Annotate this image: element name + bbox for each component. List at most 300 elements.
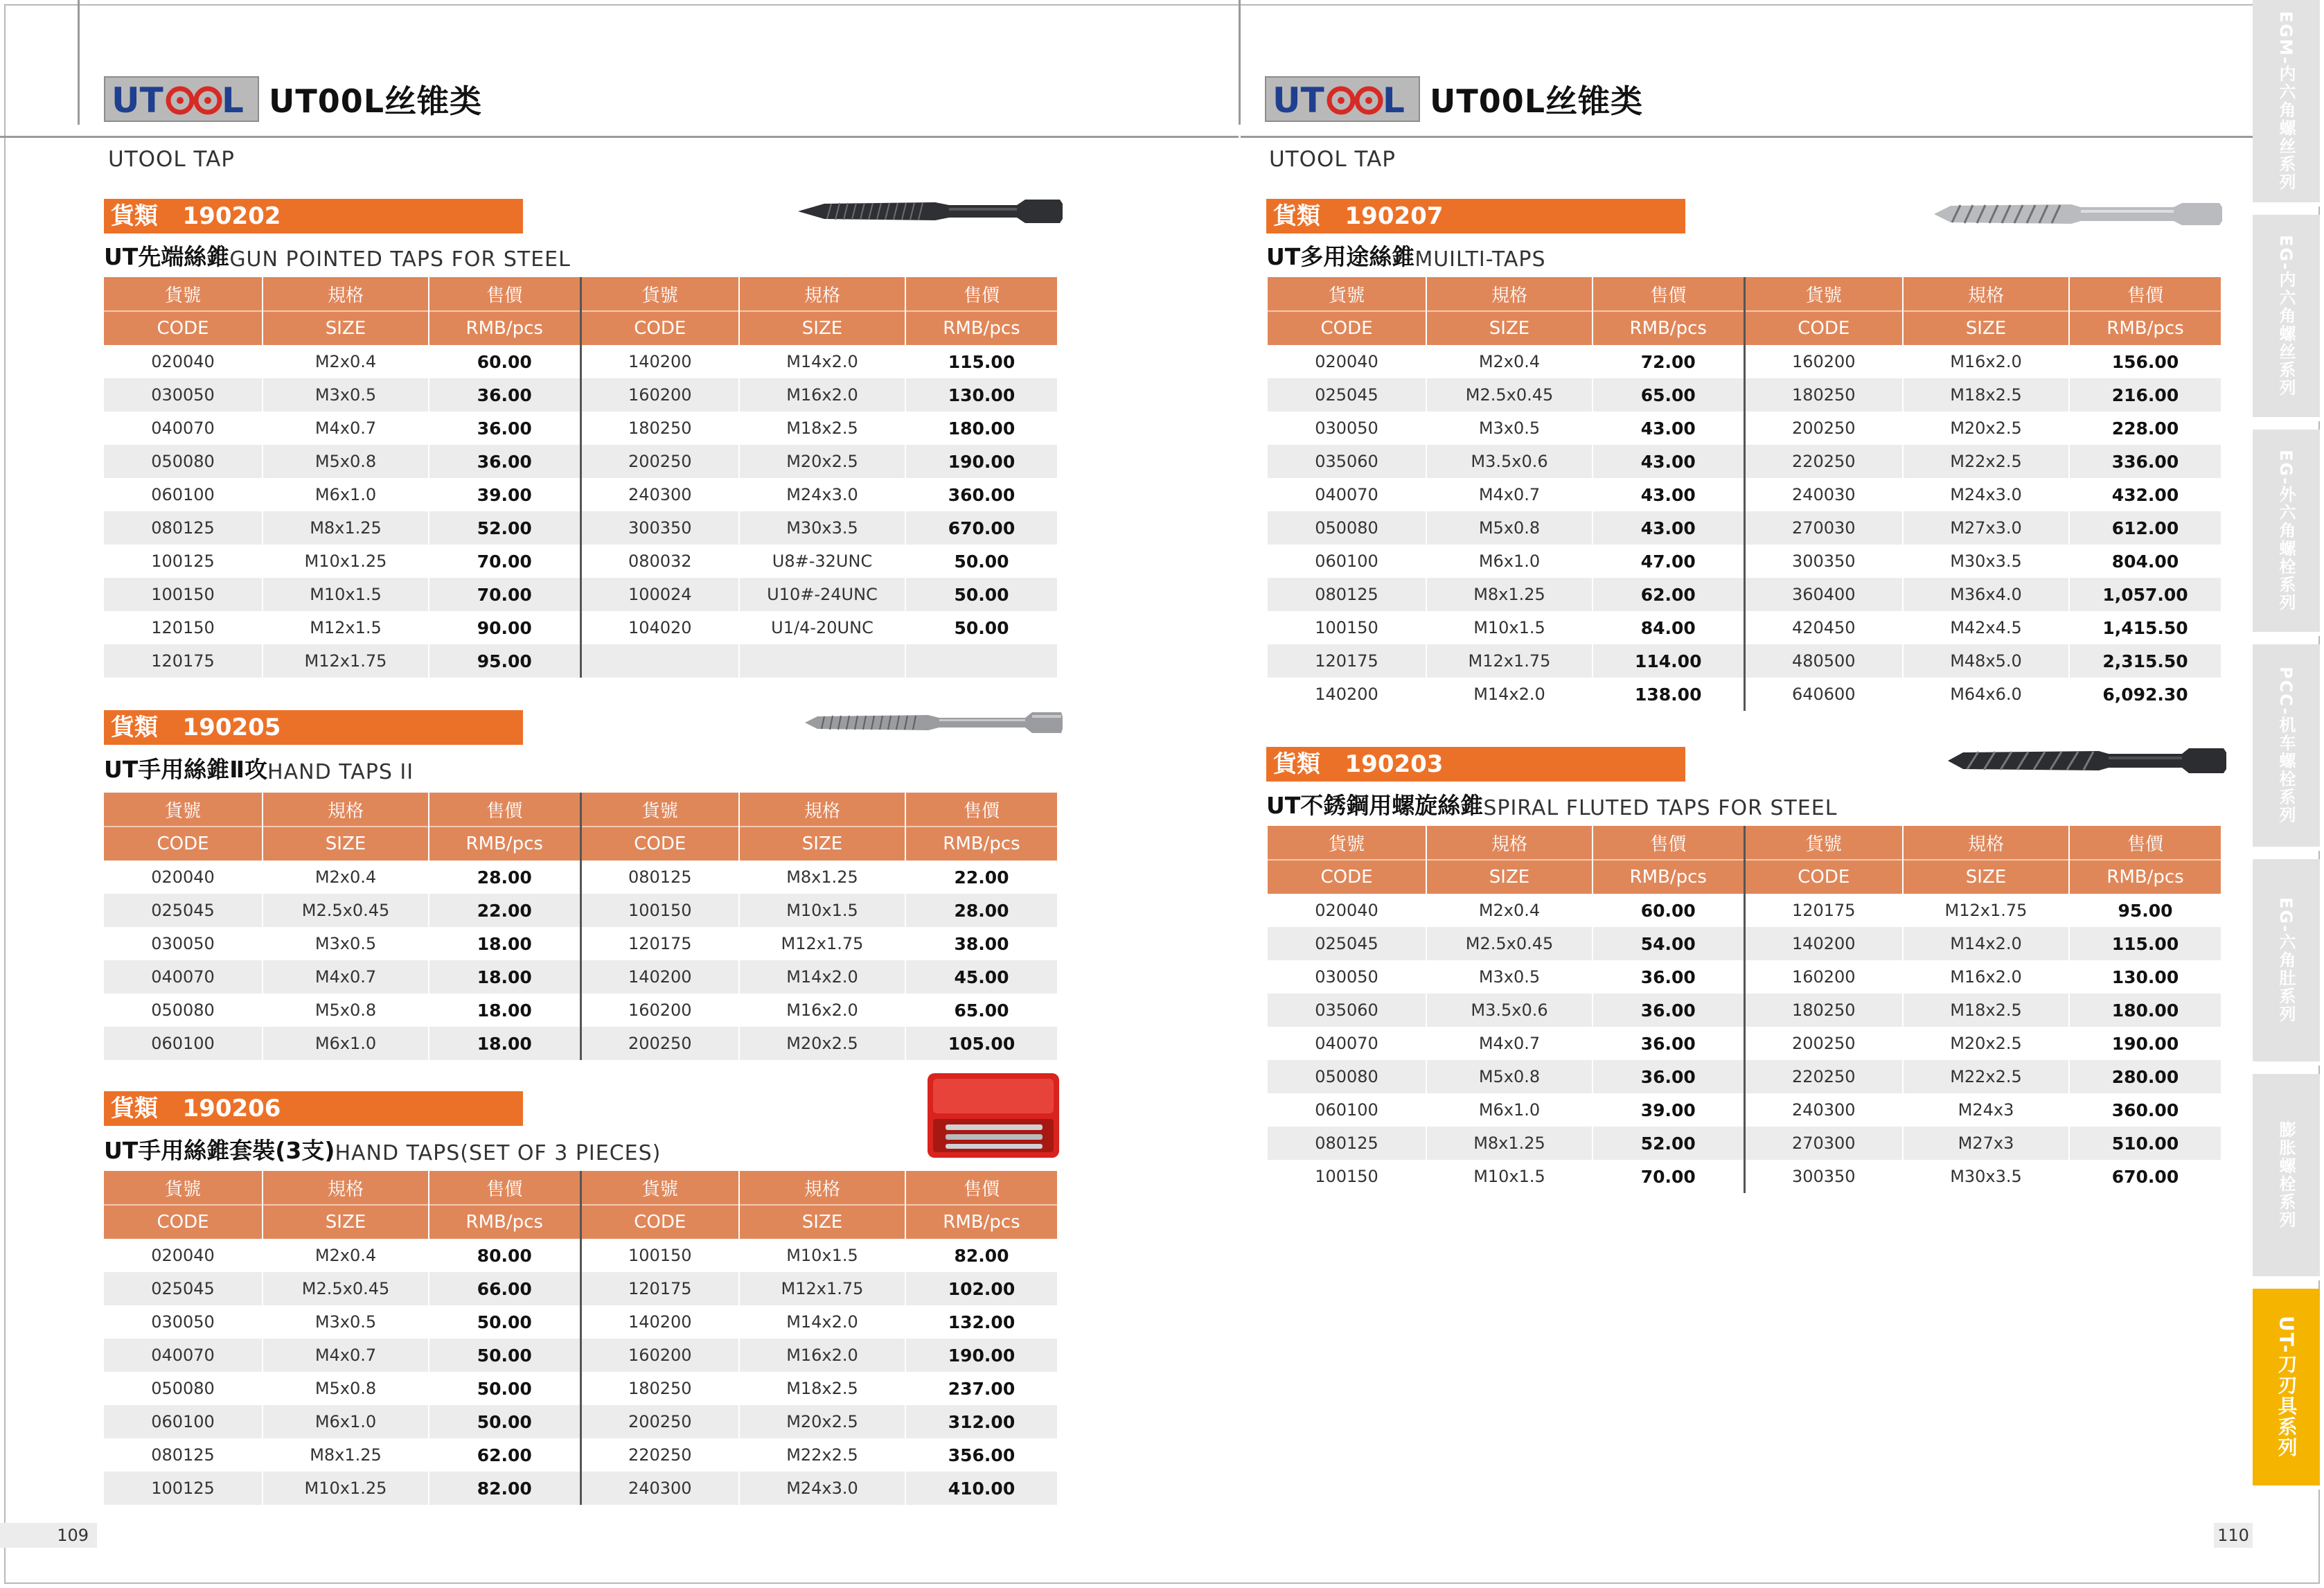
size-cell: M16x2.0 [739, 1339, 905, 1372]
code-cell: 040070 [104, 960, 263, 994]
size-cell: M22x2.5 [1903, 445, 2069, 478]
size-cell: M20x2.5 [739, 1405, 905, 1438]
size-cell: M14x2.0 [1426, 678, 1593, 711]
price-cell: 65.00 [1593, 378, 1744, 412]
col-header-code-en: CODE [1744, 311, 1903, 345]
svg-text:UT: UT [112, 80, 163, 118]
price-cell: 38.00 [905, 927, 1058, 960]
size-cell: M24x3.0 [1903, 478, 2069, 511]
code-cell: 020040 [1268, 345, 1426, 378]
price-cell: 114.00 [1593, 644, 1744, 678]
code-cell: 100024 [580, 578, 739, 611]
size-cell: U10#-24UNC [739, 578, 905, 611]
table-row [104, 1239, 1058, 1272]
code-cell: 180250 [580, 412, 739, 445]
price-cell: 36.00 [1593, 994, 1744, 1027]
header-divider-left [78, 0, 80, 125]
size-cell: M18x2.5 [1903, 994, 2069, 1027]
price-cell: 130.00 [2069, 960, 2221, 994]
side-tab-label: EG-外六角螺栓系列 [2276, 449, 2296, 612]
price-cell: 138.00 [1593, 678, 1744, 711]
brand-header-right [1265, 76, 1643, 122]
price-cell: 50.00 [429, 1372, 580, 1405]
code-cell: 030050 [104, 927, 263, 960]
price-cell: 115.00 [2069, 927, 2221, 960]
code-cell: 080032 [580, 545, 739, 578]
price-cell: 237.00 [905, 1372, 1058, 1405]
section-title-cn: UT手用絲錐套裝(3支) [104, 1137, 335, 1164]
section-title-190203 [1266, 790, 1837, 820]
price-cell: 280.00 [2069, 1060, 2221, 1093]
price-cell: 36.00 [429, 412, 580, 445]
side-tabs [2253, 0, 2320, 1588]
size-cell: M6x1.0 [1426, 545, 1593, 578]
code-cell: 180250 [580, 1372, 739, 1405]
price-cell: 410.00 [905, 1472, 1058, 1505]
side-tab-ut-tools[interactable] [2253, 1289, 2320, 1490]
page-number-left: 109 [0, 1523, 97, 1548]
size-cell: M3x0.5 [1426, 960, 1593, 994]
side-tab-expansion-bolt[interactable] [2253, 1074, 2320, 1280]
table-row [1268, 1027, 2221, 1060]
size-cell: M2.5x0.45 [1426, 378, 1593, 412]
size-cell: M14x2.0 [739, 345, 905, 378]
col-header-code-en: CODE [580, 311, 739, 345]
col-header-code-cn: 貨號 [104, 277, 263, 311]
code-cell: 100150 [1268, 1160, 1426, 1193]
size-cell: M12x1.75 [263, 644, 429, 678]
side-tab-egm[interactable] [2253, 0, 2320, 206]
table-row [1268, 378, 2221, 412]
col-header-code-en: CODE [580, 827, 739, 861]
size-cell: M2.5x0.45 [263, 1272, 429, 1305]
col-header-price-en: RMB/pcs [905, 1205, 1058, 1239]
col-header-size-en: SIZE [1426, 860, 1593, 894]
table-row [104, 1339, 1058, 1372]
code-cell: 050080 [1268, 511, 1426, 545]
col-header-price-en: RMB/pcs [429, 311, 580, 345]
price-cell: 50.00 [429, 1305, 580, 1339]
size-cell: M14x2.0 [739, 960, 905, 994]
size-cell: M10x1.25 [263, 1472, 429, 1505]
size-cell: M10x1.5 [1426, 611, 1593, 644]
col-header-price-cn: 售價 [1593, 826, 1744, 860]
col-header-price-cn: 售價 [2069, 277, 2221, 311]
col-header-code-cn: 貨號 [1744, 826, 1903, 860]
size-cell: M20x2.5 [1903, 412, 2069, 445]
price-cell: 45.00 [905, 960, 1058, 994]
table-row [104, 960, 1058, 994]
header-rule-right [1241, 136, 2253, 138]
price-table-190202 [104, 277, 1058, 678]
size-cell: M16x2.0 [1903, 960, 2069, 994]
table-row [104, 1438, 1058, 1472]
table-row [104, 927, 1058, 960]
size-cell: M5x0.8 [263, 445, 429, 478]
size-cell: M30x3.5 [1903, 1160, 2069, 1193]
price-cell: 132.00 [905, 1305, 1058, 1339]
col-header-price-cn: 售價 [2069, 826, 2221, 860]
code-cell: 020040 [1268, 894, 1426, 927]
col-header-size-en: SIZE [1426, 311, 1593, 345]
size-cell: M2.5x0.45 [263, 894, 429, 927]
size-cell [739, 644, 905, 678]
code-cell: 160200 [1744, 960, 1903, 994]
size-cell: M42x4.5 [1903, 611, 2069, 644]
price-cell: 43.00 [1593, 511, 1744, 545]
side-tab-eg-hex-socket[interactable] [2253, 215, 2320, 421]
code-cell: 060100 [104, 1405, 263, 1438]
side-tab-label: EGM-内六角螺丝系列 [2276, 11, 2296, 191]
size-cell: M30x3.5 [1903, 545, 2069, 578]
price-cell: 60.00 [1593, 894, 1744, 927]
col-header-size-cn: 規格 [739, 793, 905, 827]
page-gutter [1239, 0, 1241, 125]
hand-tap-image [804, 707, 1063, 739]
col-header-code-cn: 貨號 [580, 277, 739, 311]
price-cell: 80.00 [429, 1239, 580, 1272]
side-tab-eg-hex-nut[interactable] [2253, 859, 2320, 1066]
table-row [1268, 1160, 2221, 1193]
size-cell: M14x2.0 [739, 1305, 905, 1339]
size-cell: M2.5x0.45 [1426, 927, 1593, 960]
price-cell: 312.00 [905, 1405, 1058, 1438]
code-cell: 120175 [104, 644, 263, 678]
section-title-cn: UT手用絲錐Ⅱ攻 [104, 756, 268, 783]
price-cell: 190.00 [2069, 1027, 2221, 1060]
size-cell: M8x1.25 [1426, 578, 1593, 611]
code-cell: 140200 [1744, 927, 1903, 960]
table-row [104, 611, 1058, 644]
utool-logo-icon [109, 80, 254, 118]
code-cell: 025045 [1268, 927, 1426, 960]
table-row [1268, 412, 2221, 445]
code-cell: 220250 [1744, 445, 1903, 478]
code-cell: 140200 [580, 1305, 739, 1339]
size-cell: M3.5x0.6 [1426, 445, 1593, 478]
size-cell: M18x2.5 [739, 412, 905, 445]
price-cell: 190.00 [905, 445, 1058, 478]
size-cell: U1/4-20UNC [739, 611, 905, 644]
size-cell: M12x1.5 [263, 611, 429, 644]
category-bar-190206: 貨類 190206 [104, 1091, 523, 1126]
price-cell: 50.00 [905, 611, 1058, 644]
code-cell: 180250 [1744, 994, 1903, 1027]
col-header-code-cn: 貨號 [104, 1171, 263, 1205]
price-cell: 804.00 [2069, 545, 2221, 578]
col-header-code-cn: 貨號 [1268, 277, 1426, 311]
price-cell: 670.00 [905, 511, 1058, 545]
price-cell: 130.00 [905, 378, 1058, 412]
price-cell: 60.00 [429, 345, 580, 378]
table-row [104, 1027, 1058, 1060]
price-cell: 18.00 [429, 1027, 580, 1060]
size-cell: M4x0.7 [263, 960, 429, 994]
col-header-price-en: RMB/pcs [905, 827, 1058, 861]
size-cell: M10x1.25 [263, 545, 429, 578]
size-cell: M4x0.7 [263, 412, 429, 445]
code-cell: 100150 [104, 578, 263, 611]
price-cell: 156.00 [2069, 345, 2221, 378]
price-cell: 72.00 [1593, 345, 1744, 378]
section-title-cn: UT先端絲錐 [104, 243, 230, 270]
gun-pointed-tap-image [797, 194, 1063, 229]
size-cell: M2x0.4 [1426, 894, 1593, 927]
code-cell: 360400 [1744, 578, 1903, 611]
table-row [1268, 545, 2221, 578]
table-row [104, 478, 1058, 511]
price-cell: 52.00 [429, 511, 580, 545]
table-row [104, 861, 1058, 894]
side-tab-label: UT-刀刃具系列 [2275, 1316, 2298, 1458]
section-title-en: HAND TAPS(SET OF 3 PIECES) [335, 1141, 662, 1165]
price-cell: 36.00 [1593, 1027, 1744, 1060]
price-cell: 70.00 [429, 578, 580, 611]
size-cell: M8x1.25 [263, 511, 429, 545]
code-cell: 030050 [1268, 960, 1426, 994]
size-cell: M30x3.5 [739, 511, 905, 545]
code-cell: 140200 [580, 960, 739, 994]
price-cell [905, 644, 1058, 678]
code-cell: 050080 [104, 445, 263, 478]
col-header-size-en: SIZE [1903, 860, 2069, 894]
table-row [104, 1272, 1058, 1305]
price-cell: 95.00 [429, 644, 580, 678]
col-header-code-cn: 貨號 [104, 793, 263, 827]
table-row [104, 511, 1058, 545]
code-cell: 100150 [1268, 611, 1426, 644]
price-cell: 180.00 [905, 412, 1058, 445]
price-cell: 39.00 [1593, 1093, 1744, 1127]
table-row [104, 1472, 1058, 1505]
size-cell: M2x0.4 [263, 1239, 429, 1272]
col-header-code-cn: 貨號 [580, 1171, 739, 1205]
brand-title: UT00L丝锥类 [269, 82, 483, 120]
brand-title: UT00L丝锥类 [1430, 82, 1644, 120]
col-header-size-cn: 規格 [739, 1171, 905, 1205]
size-cell: M4x0.7 [1426, 478, 1593, 511]
code-cell: 025045 [104, 894, 263, 927]
price-cell: 22.00 [905, 861, 1058, 894]
code-cell: 035060 [1268, 994, 1426, 1027]
col-header-price-en: RMB/pcs [1593, 311, 1744, 345]
table-row [104, 345, 1058, 378]
size-cell: M8x1.25 [739, 861, 905, 894]
code-cell: 240300 [1744, 1093, 1903, 1127]
size-cell: M3x0.5 [263, 378, 429, 412]
price-cell: 84.00 [1593, 611, 1744, 644]
size-cell: M4x0.7 [263, 1339, 429, 1372]
code-cell: 270300 [1744, 1127, 1903, 1160]
code-cell: 140200 [1268, 678, 1426, 711]
code-cell: 050080 [1268, 1060, 1426, 1093]
size-cell: M27x3 [1903, 1127, 2069, 1160]
size-cell: M10x1.5 [739, 894, 905, 927]
size-cell: M3x0.5 [263, 1305, 429, 1339]
code-cell: 120150 [104, 611, 263, 644]
col-header-price-en: RMB/pcs [2069, 311, 2221, 345]
size-cell: M24x3.0 [739, 478, 905, 511]
col-header-price-cn: 售價 [429, 1171, 580, 1205]
category-bar-190205: 貨類 190205 [104, 710, 523, 745]
code-cell: 080125 [1268, 1127, 1426, 1160]
size-cell: M24x3 [1903, 1093, 2069, 1127]
price-table-190205 [104, 793, 1058, 1060]
size-cell: M12x1.75 [1426, 644, 1593, 678]
multi-tap-image [1933, 196, 2224, 232]
col-header-size-en: SIZE [1903, 311, 2069, 345]
code-cell: 240300 [580, 478, 739, 511]
price-cell: 65.00 [905, 994, 1058, 1027]
table-row [1268, 1093, 2221, 1127]
col-header-price-en: RMB/pcs [2069, 860, 2221, 894]
price-cell: 1,057.00 [2069, 578, 2221, 611]
price-cell: 356.00 [905, 1438, 1058, 1472]
size-cell: M2x0.4 [1426, 345, 1593, 378]
table-row [104, 412, 1058, 445]
table-row [104, 378, 1058, 412]
code-cell: 140200 [580, 345, 739, 378]
code-cell: 080125 [104, 1438, 263, 1472]
svg-text:L: L [1383, 80, 1405, 118]
price-cell: 47.00 [1593, 545, 1744, 578]
code-cell: 220250 [580, 1438, 739, 1472]
col-header-size-en: SIZE [739, 827, 905, 861]
side-tab-pcc[interactable] [2253, 644, 2320, 851]
table-row [1268, 578, 2221, 611]
size-cell: M3x0.5 [263, 927, 429, 960]
size-cell: M3.5x0.6 [1426, 994, 1593, 1027]
size-cell: M20x2.5 [739, 1027, 905, 1060]
code-cell: 240300 [580, 1472, 739, 1505]
size-cell: M36x4.0 [1903, 578, 2069, 611]
header-rule-left [0, 136, 1239, 138]
code-cell: 040070 [1268, 1027, 1426, 1060]
col-header-size-en: SIZE [263, 1205, 429, 1239]
price-cell: 360.00 [2069, 1093, 2221, 1127]
code-cell: 040070 [1268, 478, 1426, 511]
price-cell: 360.00 [905, 478, 1058, 511]
table-row [1268, 1127, 2221, 1160]
price-cell: 36.00 [1593, 960, 1744, 994]
size-cell: M24x3.0 [739, 1472, 905, 1505]
code-cell: 080125 [580, 861, 739, 894]
price-cell: 90.00 [429, 611, 580, 644]
size-cell: M12x1.75 [1903, 894, 2069, 927]
code-cell: 640600 [1744, 678, 1903, 711]
price-cell: 2,315.50 [2069, 644, 2221, 678]
col-header-code-en: CODE [1268, 860, 1426, 894]
section-title-190207 [1266, 241, 1545, 272]
price-cell: 70.00 [1593, 1160, 1744, 1193]
col-header-price-cn: 售價 [905, 277, 1058, 311]
page-number-right: 110 [2214, 1523, 2253, 1548]
size-cell: M8x1.25 [263, 1438, 429, 1472]
col-header-size-cn: 規格 [1426, 277, 1593, 311]
svg-text:L: L [222, 80, 244, 118]
category-bar-190203: 貨類 190203 [1266, 747, 1685, 782]
side-tab-eg-hex-bolt[interactable] [2253, 430, 2320, 636]
size-cell: M8x1.25 [1426, 1127, 1593, 1160]
code-cell: 480500 [1744, 644, 1903, 678]
code-cell: 300350 [1744, 545, 1903, 578]
section-title-190205 [104, 754, 414, 784]
code-cell: 220250 [1744, 1060, 1903, 1093]
code-cell: 030050 [104, 378, 263, 412]
code-cell: 030050 [104, 1305, 263, 1339]
utool-logo [1265, 76, 1420, 122]
price-cell: 28.00 [429, 861, 580, 894]
category-bar-190207: 貨類 190207 [1266, 199, 1685, 233]
size-cell: M5x0.8 [1426, 511, 1593, 545]
col-header-price-en: RMB/pcs [1593, 860, 1744, 894]
price-cell: 54.00 [1593, 927, 1744, 960]
price-cell: 43.00 [1593, 478, 1744, 511]
code-cell: 100125 [104, 1472, 263, 1505]
price-cell: 62.00 [429, 1438, 580, 1472]
code-cell: 300350 [580, 511, 739, 545]
code-cell: 300350 [1744, 1160, 1903, 1193]
code-cell: 080125 [1268, 578, 1426, 611]
tap-set-case-image [925, 1070, 1062, 1161]
code-cell: 104020 [580, 611, 739, 644]
table-row [104, 578, 1058, 611]
code-cell: 050080 [104, 994, 263, 1027]
size-cell: U8#-32UNC [739, 545, 905, 578]
code-cell: 020040 [104, 1239, 263, 1272]
code-cell: 120175 [580, 1272, 739, 1305]
table-row [104, 894, 1058, 927]
price-cell: 82.00 [429, 1472, 580, 1505]
table-row [1268, 960, 2221, 994]
size-cell: M6x1.0 [263, 1405, 429, 1438]
price-cell: 228.00 [2069, 412, 2221, 445]
code-cell: 120175 [580, 927, 739, 960]
size-cell: M22x2.5 [1903, 1060, 2069, 1093]
price-cell: 66.00 [429, 1272, 580, 1305]
size-cell: M2x0.4 [263, 861, 429, 894]
code-cell: 020040 [104, 861, 263, 894]
table-row [1268, 478, 2221, 511]
spiral-fluted-tap-image [1946, 743, 2227, 779]
price-table-190203 [1268, 826, 2222, 1193]
section-title-en: SPIRAL FLUTED TAPS FOR STEEL [1483, 796, 1838, 820]
price-table-190207 [1268, 277, 2222, 711]
table-row [1268, 611, 2221, 644]
col-header-size-cn: 規格 [263, 1171, 429, 1205]
code-cell: 240030 [1744, 478, 1903, 511]
col-header-code-en: CODE [104, 1205, 263, 1239]
col-header-code-cn: 貨號 [580, 793, 739, 827]
size-cell: M6x1.0 [1426, 1093, 1593, 1127]
table-row [104, 1405, 1058, 1438]
price-table-190206 [104, 1171, 1058, 1505]
table-row [1268, 894, 2221, 927]
table-row [1268, 927, 2221, 960]
col-header-price-cn: 售價 [905, 1171, 1058, 1205]
code-cell: 080125 [104, 511, 263, 545]
price-cell: 190.00 [905, 1339, 1058, 1372]
size-cell: M6x1.0 [263, 478, 429, 511]
price-cell: 52.00 [1593, 1127, 1744, 1160]
table-row [1268, 445, 2221, 478]
code-cell: 040070 [104, 1339, 263, 1372]
price-cell: 612.00 [2069, 511, 2221, 545]
code-cell: 200250 [580, 1027, 739, 1060]
category-bar-190202: 貨類 190202 [104, 199, 523, 233]
price-cell: 50.00 [905, 545, 1058, 578]
code-cell: 420450 [1744, 611, 1903, 644]
